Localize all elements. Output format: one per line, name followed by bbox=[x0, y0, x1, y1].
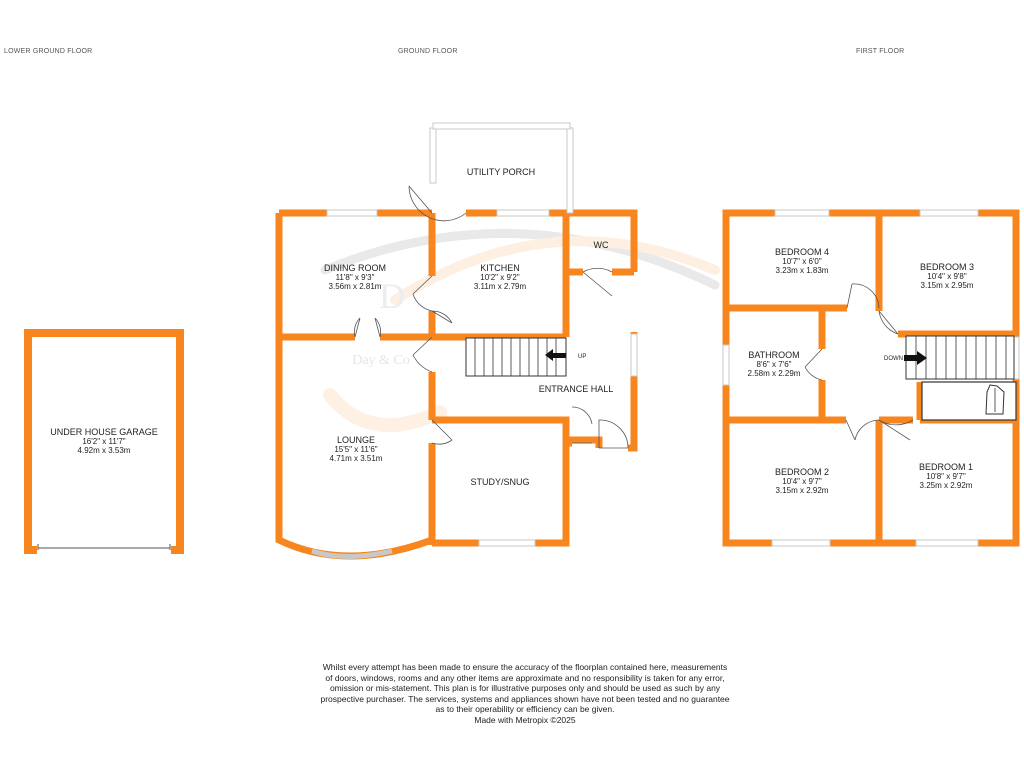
ground-floor-walls bbox=[279, 126, 634, 556]
dining-room-name: DINING ROOM bbox=[324, 263, 386, 273]
disclaimer bbox=[300, 662, 750, 725]
utility-porch-name: UTILITY PORCH bbox=[466, 167, 536, 177]
ground-floor-doors bbox=[354, 186, 628, 448]
stairs-up-label: UP bbox=[578, 354, 587, 360]
watermark-text: Day & Co bbox=[352, 353, 410, 368]
bedroom-2-metric: 3.15m x 2.92m bbox=[775, 486, 829, 495]
wc-name: WC bbox=[593, 240, 609, 250]
bedroom-4-name: BEDROOM 4 bbox=[774, 247, 830, 257]
garage-imperial: 16'2" x 11'7" bbox=[82, 437, 126, 446]
kitchen-metric: 3.11m x 2.79m bbox=[473, 282, 527, 291]
bedroom-4-metric: 3.23m x 1.83m bbox=[775, 266, 829, 275]
kitchen-imperial: 10'2" x 9'2" bbox=[480, 273, 520, 282]
lounge-name: LOUNGE bbox=[336, 435, 376, 445]
garage-metric: 4.92m x 3.53m bbox=[77, 446, 131, 455]
bedroom-1-imperial: 10'8" x 9'7" bbox=[926, 472, 966, 481]
kitchen-name: KITCHEN bbox=[480, 263, 520, 273]
bedroom-3-imperial: 10'4" x 9'8" bbox=[927, 272, 967, 281]
stairs-down-label: DOWN bbox=[884, 356, 903, 362]
ground-floor-label: GROUND FLOOR bbox=[398, 48, 458, 55]
first-floor-label: FIRST FLOOR bbox=[856, 48, 905, 55]
disclaimer-line: omission or mis-statement. This plan is for illustrative purposes only and should be used as such by any bbox=[329, 683, 721, 693]
bedroom-1-metric: 3.25m x 2.92m bbox=[919, 481, 973, 490]
bathroom-imperial: 8'6" x 7'6" bbox=[756, 360, 792, 369]
wardrobe bbox=[922, 382, 1016, 420]
dining-room-imperial: 11'8" x 9'3" bbox=[335, 273, 375, 282]
bedroom-3-metric: 3.15m x 2.95m bbox=[920, 281, 974, 290]
bedroom-4-imperial: 10'7" x 6'0" bbox=[782, 257, 822, 266]
disclaimer-line: Whilst every attempt has been made to ensure the accuracy of the floorplan contained here, measurements bbox=[322, 662, 728, 672]
disclaimer-line: of doors, windows, rooms and any other items are approximate and no responsibility is taken for any error, bbox=[325, 672, 725, 683]
disclaimer-line: prospective purchaser. The services, systems and appliances shown have not been tested and no guarantee bbox=[320, 693, 730, 704]
garage-name: UNDER HOUSE GARAGE bbox=[50, 427, 158, 437]
lounge-imperial: 15'5" x 11'6" bbox=[334, 445, 378, 454]
lower-ground-floor-label: LOWER GROUND FLOOR bbox=[4, 48, 93, 55]
bathroom-metric: 2.58m x 2.29m bbox=[747, 369, 801, 378]
ground-floor-stairs bbox=[466, 338, 586, 376]
dining-room-metric: 3.56m x 2.81m bbox=[328, 282, 382, 291]
bedroom-1-name: BEDROOM 1 bbox=[918, 462, 974, 472]
bedroom-2-imperial: 10'4" x 9'7" bbox=[782, 477, 822, 486]
study-snug-name: STUDY/SNUG bbox=[470, 477, 530, 487]
bedroom-2-name: BEDROOM 2 bbox=[774, 467, 830, 477]
watermark-logo-letter: D bbox=[379, 276, 405, 316]
first-floor-stairs bbox=[884, 336, 1014, 379]
disclaimer-line: as to their operability or efficiency can be given. bbox=[435, 704, 615, 714]
entrance-hall-name: ENTRANCE HALL bbox=[538, 384, 614, 394]
bedroom-3-name: BEDROOM 3 bbox=[919, 262, 975, 272]
lounge-metric: 4.71m x 3.51m bbox=[329, 454, 383, 463]
bathroom-name: BATHROOM bbox=[748, 350, 800, 360]
credit-line: Made with Metropix ©2025 bbox=[474, 714, 576, 725]
